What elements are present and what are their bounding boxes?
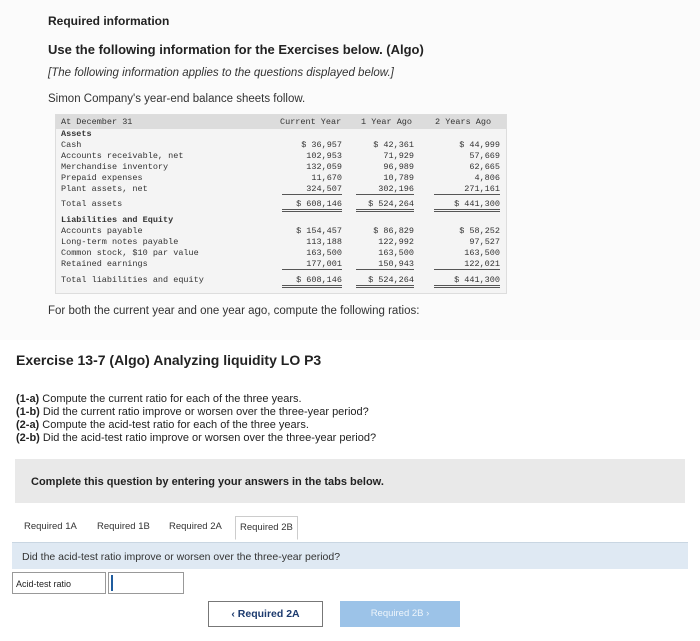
cell-1year: 302,196 xyxy=(356,184,414,195)
cell-2year: 163,500 xyxy=(464,248,500,258)
cell-2year: 4,806 xyxy=(474,173,500,183)
chevron-right-icon: › xyxy=(423,608,430,619)
liabilities-heading: Liabilities and Equity xyxy=(61,215,174,225)
tab-required-1a[interactable]: Required 1A xyxy=(24,521,77,532)
cell-current: $ 608,146 xyxy=(282,199,342,212)
cell-2year: $ 44,999 xyxy=(459,140,500,150)
table-header xyxy=(56,115,506,129)
question-2b xyxy=(16,432,376,444)
table-row xyxy=(56,162,506,173)
tab-required-2b[interactable]: Required 2B xyxy=(235,516,298,540)
cell-2year: 271,161 xyxy=(434,184,500,195)
cell-1year: 10,789 xyxy=(383,173,414,183)
question-1a xyxy=(16,393,302,405)
balance-sheet-intro: Simon Company's year-end balance sheets follow. xyxy=(48,93,306,105)
cell-current: 11,670 xyxy=(311,173,342,183)
cell-current: 102,953 xyxy=(306,151,342,161)
acid-test-ratio-select[interactable] xyxy=(108,572,184,594)
question-tag: (2-b) xyxy=(16,432,40,444)
acid-test-ratio-label: Acid-test ratio xyxy=(12,572,106,594)
cell-current: $ 608,146 xyxy=(282,275,342,288)
row-label: Cash xyxy=(61,140,82,150)
liabilities-heading-row xyxy=(56,215,506,226)
cell-current: $ 36,957 xyxy=(301,140,342,150)
row-label: Total liabilities and equity xyxy=(61,275,204,285)
next-required-2b-button[interactable] xyxy=(340,601,460,627)
complete-banner xyxy=(15,459,685,503)
col-header-date: At December 31 xyxy=(61,117,133,127)
table-row xyxy=(56,151,506,162)
col-header-2year: 2 Years Ago xyxy=(435,117,492,127)
row-label: Prepaid expenses xyxy=(61,173,143,183)
cell-current: $ 154,457 xyxy=(296,226,342,236)
tab-required-2a[interactable]: Required 2A xyxy=(169,521,222,532)
row-label: Accounts receivable, net xyxy=(61,151,184,161)
cell-1year: $ 86,829 xyxy=(373,226,414,236)
tab-required-1b[interactable]: Required 1B xyxy=(97,521,150,532)
exercise-title: Exercise 13-7 (Algo) Analyzing liquidity LO P3 xyxy=(16,352,322,368)
row-label: Common stock, $10 par value xyxy=(61,248,199,258)
next-button-label: Required 2B xyxy=(370,608,424,619)
question-bar-text: Did the acid-test ratio improve or worsen over the three-year period? xyxy=(22,551,341,563)
question-tag: (1-a) xyxy=(16,393,40,405)
question-bar xyxy=(12,542,688,569)
cell-2year: 97,527 xyxy=(469,237,500,247)
table-row xyxy=(56,248,506,259)
chevron-left-icon: ‹ xyxy=(231,608,238,620)
table-row-total-assets xyxy=(56,199,506,210)
cell-1year: 96,989 xyxy=(383,162,414,172)
balance-sheet-table xyxy=(55,114,507,294)
prev-required-2a-button[interactable] xyxy=(208,601,323,627)
cell-1year: $ 42,361 xyxy=(373,140,414,150)
prev-button-label: Required 2A xyxy=(237,608,300,620)
table-row xyxy=(56,184,506,195)
cell-1year: 122,992 xyxy=(378,237,414,247)
question-text: Did the current ratio improve or worsen over the three-year period? xyxy=(39,406,369,418)
question-text: Compute the acid-test ratio for each of the three years. xyxy=(39,419,309,431)
question-2a xyxy=(16,419,309,431)
table-row xyxy=(56,226,506,237)
cell-current: 132,059 xyxy=(306,162,342,172)
row-label: Merchandise inventory xyxy=(61,162,169,172)
cell-2year: $ 58,252 xyxy=(459,226,500,236)
row-label: Long-term notes payable xyxy=(61,237,179,247)
cell-1year: $ 524,264 xyxy=(356,199,414,212)
question-1b xyxy=(16,406,369,418)
cell-1year: 150,943 xyxy=(356,259,414,270)
cell-current: 163,500 xyxy=(306,248,342,258)
col-header-current: Current Year xyxy=(280,117,342,127)
table-row xyxy=(56,173,506,184)
cell-2year: 122,021 xyxy=(434,259,500,270)
assets-heading-row xyxy=(56,129,506,140)
row-label: Total assets xyxy=(61,199,123,209)
cell-current: 177,001 xyxy=(282,259,342,270)
instructions-heading: Use the following information for the Exercises below. (Algo) xyxy=(48,42,424,57)
cell-2year: 62,665 xyxy=(469,162,500,172)
required-information-heading: Required information xyxy=(48,14,170,28)
complete-text: Complete this question by entering your answers in the tabs below. xyxy=(31,476,384,488)
cell-2year: $ 441,300 xyxy=(434,199,500,212)
cell-1year: 163,500 xyxy=(378,248,414,258)
table-row xyxy=(56,140,506,151)
cell-2year: 57,669 xyxy=(469,151,500,161)
table-row-total-liabilities xyxy=(56,275,506,286)
question-tag: (2-a) xyxy=(16,419,40,431)
row-label: Plant assets, net xyxy=(61,184,148,194)
col-header-1year: 1 Year Ago xyxy=(361,117,413,127)
question-text: Did the acid-test ratio improve or worsen over the three-year period? xyxy=(39,432,377,444)
table-row xyxy=(56,259,506,270)
cell-1year: $ 524,264 xyxy=(356,275,414,288)
question-text: Compute the current ratio for each of the three years. xyxy=(39,393,302,405)
row-label: Retained earnings xyxy=(61,259,148,269)
row-label: Accounts payable xyxy=(61,226,143,236)
assets-heading: Assets xyxy=(61,129,92,139)
cell-current: 113,188 xyxy=(306,237,342,247)
cell-1year: 71,929 xyxy=(383,151,414,161)
ratios-prompt: For both the current year and one year ago, compute the following ratios: xyxy=(48,305,420,317)
info-note: [The following information applies to the questions displayed below.] xyxy=(48,67,394,79)
cell-2year: $ 441,300 xyxy=(434,275,500,288)
table-row xyxy=(56,237,506,248)
question-tag: (1-b) xyxy=(16,406,40,418)
cell-current: 324,507 xyxy=(282,184,342,195)
